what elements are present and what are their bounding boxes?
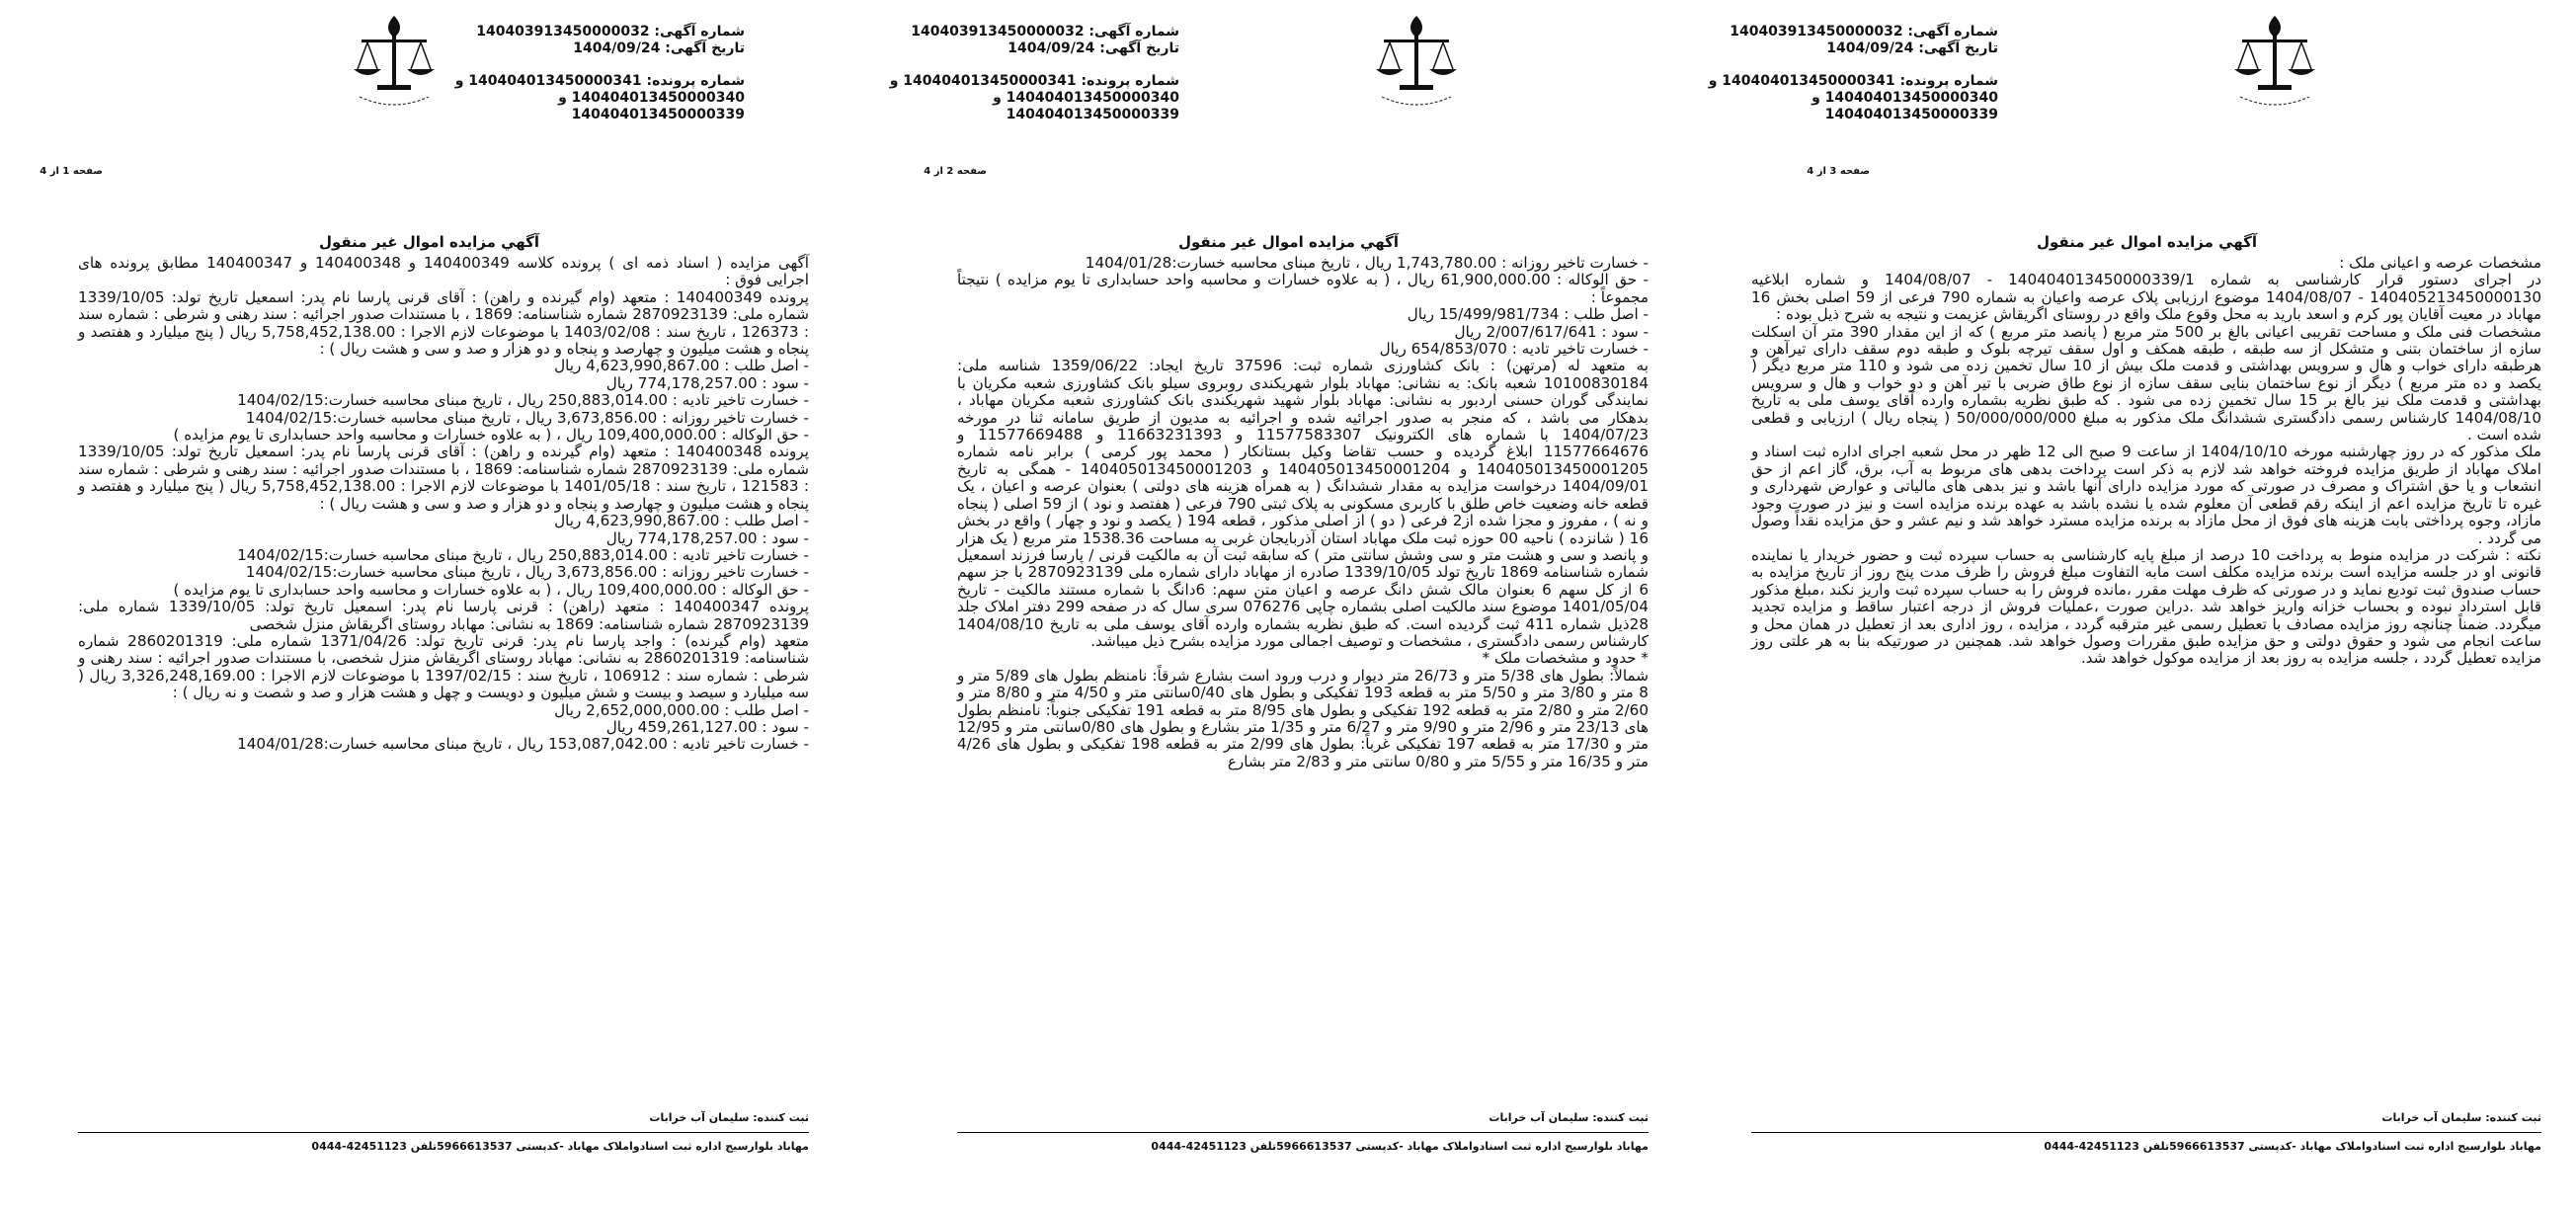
- file-number-1: شماره پرونده: 140404013450000341 و: [454, 73, 745, 89]
- paragraph: - اصل طلب : 15/499/981/734 ریال: [1407, 305, 1649, 324]
- paragraph: - اصل طلب : 4,623,990,867.00 ریال: [554, 357, 809, 375]
- file-number-3: 140404013450000339: [1824, 107, 1998, 122]
- office-address: مهاباد بلوارسیج اداره ثبت اسنادواملاک مهاباد -کدپستی 5966613537تلفن 42451123-0444: [2044, 1140, 2541, 1153]
- office-address: مهاباد بلوارسیج اداره ثبت اسنادواملاک مهاباد -کدپستی 5966613537تلفن 42451123-0444: [1151, 1140, 1649, 1153]
- judiciary-emblem-icon: [340, 10, 448, 119]
- notice-footer: [957, 1106, 1649, 1159]
- notice-footer: [78, 1106, 809, 1159]
- notice-footer: [1751, 1106, 2541, 1159]
- page-title: آگهي مزايده اموال غير منقول: [1177, 233, 1400, 251]
- notice-body: [957, 255, 1649, 770]
- notice-header: [883, 24, 1179, 123]
- paragraph: متعهد (وام گیرنده) : واجد پارسا نام پدر: قرنی تاریخ تولد: 1371/04/26 شماره ملی: 2860201319 شماره شناسنامه: 2860201319 به نشانی: مهاباد روستای اگریقاش منزل شخصی، با مستندات صدور اجرائیه : سند رهنی و شرطی : شماره سند : 106912 ، تاریخ سند : 1397/02/15 با موضوعات لازم الاجرا : 3,326,248,169.00 ریال ( سه میلیارد و سیصد و بیست و شش میلیون و دویست و چهل و هشت هزار و صد و شصت و نه ریال ) :: [78, 631, 809, 702]
- paragraph: - سود : 459,261,127.00 ریال: [605, 717, 809, 736]
- notice-page-2: [859, 0, 1718, 1213]
- page-number: صفحه 3 از 4: [1807, 166, 1870, 177]
- paragraph: - اصل طلب : 2,652,000,000.00 ریال: [554, 700, 809, 719]
- paragraph: * حدود و مشخصات ملک *: [1482, 649, 1649, 668]
- notice-number: شماره آگهی: 140403913450000032: [1730, 24, 1998, 40]
- notice-header: [1702, 24, 1998, 123]
- notice-number: شماره آگهی: 140403913450000032: [476, 24, 745, 40]
- office-address: مهاباد بلوارسیج اداره ثبت اسنادواملاک مهاباد -کدپستی 5966613537تلفن 42451123-0444: [311, 1140, 809, 1153]
- paragraph: شمالاً: بطول های 5/38 متر و 26/73 متر دیوار و درب ورود است بشارع شرقاً: نامنظم بطول های 5/89 متر و 8 متر و 3/80 متر و 5/50 متر به قطعه 193 تفکیکی و بطول های 0/40سانتی متر و 4/50 متر و 8/80 متر و 2/60 متر و 2/80 متر به قطعه 192 تفکیکی و بطول های 8/95 متر به قطعه 191 تفکیکی جنوباً: نامنظم بطول های 23/13 متر و 2/96 متر و 9/90 متر و 6/27 متر و 1/35 متر بشارع و بطول های 0/80سانتی متر و 12/95 متر و 17/30 متر به قطعه 197 تفکیکی غرباً: بطول های 2/99 متر به قطعه 198 تفکیکی و بطول های 4/26 متر و 16/35 متر و 5/55 متر و 0/80 سانتی متر و 2/83 متر بشارع: [957, 666, 1649, 770]
- page-number: صفحه 1 از 4: [40, 166, 103, 177]
- page-number: صفحه 2 از 4: [924, 166, 987, 177]
- registrar: ثبت کننده: سلیمان آب خرابات: [1489, 1111, 1649, 1124]
- file-number-2: 140404013450000340 و: [993, 90, 1179, 106]
- paragraph: ملک مذکور که در روز چهارشنبه مورخه 1404/10/10 از ساعت 9 صبح الی 12 ظهر در محل شعبه اجرای اداره ثبت اسناد و املاک مهاباد از طریق مزایده فروخته خواهد شد لازم به ذکر است پرداخت بدهی های مربوط به آب، برق، گاز اعم از حق انشعاب و یا حق اشتراک و مصرف در صورتی که مورد مزایده دارای آنها باشد و نیز بدهی های مالیاتی و عوارض شهرداری و غیره تا تاریخ مزایده اعم از اینکه رقم قطعی آن معلوم شده یا نشده باشد به عهده برنده مزایده است و نیز در صورت وجود مازاد، وجوه پرداختی بابت هزینه های فوق از محل مازاد به برنده مزایده مسترد خواهد شد و نیم عشر و حق مزایده نقداً وصول می گردد .: [1751, 443, 2541, 547]
- paragraph: پرونده 140400349 : متعهد (وام گیرنده و راهن) : آقای قرنی پارسا نام پدر: اسمعیل تاریخ تولد: 1339/10/05 شماره ملی: 2870923139 شماره شناسنامه: 1869 ، با مستندات صدور اجرائیه : سند رهنی و شرطی : شماره سند : 126373 ، تاریخ سند : 1403/02/08 با موضوعات لازم الاجرا : 5,758,452,138.00 ریال ( پنج میلیارد و هفتصد و پنجاه و هشت میلیون و چهارصد و پنجاه و دو هزار و صد و سی و هشت ریال ) :: [78, 287, 809, 359]
- notice-date: تاریخ آگهی: 1404/09/24: [1007, 40, 1179, 56]
- paragraph: - حق الوکاله : 61,900,000.00 ریال ، ( به علاوه خسارات و محاسبه واحد حسابداری تا یوم مزایده ) نتیجتاً مجموعاً :: [957, 271, 1649, 306]
- paragraph: - سود : 774,178,257.00 ریال: [605, 373, 809, 392]
- footer-divider: [957, 1132, 1649, 1133]
- file-number-3: 140404013450000339: [571, 107, 745, 122]
- paragraph: آگهی مزایده ( اسناد ذمه ای ) پرونده کلاسه 140400349 و 140400348 و 140400347 مطابق پرونده های اجرایی فوق :: [78, 254, 809, 289]
- registrar: ثبت کننده: سلیمان آب خرابات: [2381, 1111, 2541, 1124]
- paragraph: - خسارت تاخیر تادیه : 250,883,014.00 ریال ، تاریخ مبنای محاسبه خسارت:1404/02/15: [237, 545, 809, 564]
- notice-header: [448, 24, 745, 123]
- file-number-1: شماره پرونده: 140404013450000341 و: [1708, 73, 1998, 89]
- file-number-2: 140404013450000340 و: [558, 90, 745, 106]
- paragraph: به متعهد له (مرتهن) : بانک کشاورزی شماره ثبت: 37596 تاریخ ایجاد: 1359/06/22 شناسه ملی: 10100830184 شعبه بانک: به نشانی: مهاباد بلوار شهریکندی روبروی سیلو بانک کشاورزی شعبه مکریان با نمایندگی گوران حسنی اردبور به نشانی: مهاباد بلوار شهید شهریکندی بانک کشاورزی شعبه مکریان مهاباد ، بدهکار می باشد ، که منجر به صدور اجرائیه شده و اجرائیه به مدیون از طریق سامانه ثنا در مورخه 1404/07/23 با شماره های الکترونیک 11577583307 و 11663231393 و 11577669488 و 11577664676 ابلاغ گردیده و حسب تقاضا وکیل بستانکار ( محمد پور کرمی ) برابر نامه شماره 140405013450001205 و 140405013450001204 و 140405013450001203 - همگی به تاریخ 1404/09/01 درخواست مزایده به مقدار ششدانگ ( به همراه هزینه های دولتی ) بعنوان عرصه و اعیان ، یک قطعه خانه وضعیت خاص طلق با کاربری مسکونی به پلاک ثبتی 790 فرعی ( هفتصد و نود ) از 59 اصلی ( پنجاه و نه ) ، مفروز و مجزا شده از2 فرعی ( دو ) از اصلی مذکور ، قطعه 194 ( یکصد و نود و چهار ) واقع در بخش 16 ( شانزده ) ناحیه 00 حوزه ثبت ملک مهاباد استان آذربایجان غربی به مساحت 1538.36 متر مربع ( یک هزار و پانصد و سی و هشت متر و سی وشش سانتی متر ) که سابقه ثبت آن به مالکیت قرنی / پارسا فرزند اسمعیل شماره شناسنامه 1869 تاریخ تولد 1339/10/05 صادره از مهاباد دارای شماره ملی 2870923139 با جز سهم 6 از کل سهم 6 بعنوان مالک شش دانگ عرصه و اعیان متن سهم: 6دانگ با شماره مستند مالکیت - تاریخ 1401/05/04 موضوع سند مالکیت اصلی بشماره چاپی 076276 سری سال که در صفحه 299 دفتر املاک جلد 28ذیل شماره 411 ثبت گردیده است. که طبق نظریه بشماره وارده آقای یوسف ملی به تاریخ 1404/08/10 کارشناس رسمی دادگستری ، مشخصات و توصیف اجمالی مورد مزایده بشرح ذیل میباشد.: [957, 357, 1650, 650]
- paragraph: - حق الوکاله : 109,400,000.00 ریال ، ( به علاوه خسارات و محاسبه واحد حسابداری تا یوم مزایده ): [173, 426, 809, 445]
- notice-page-3: [1708, 0, 2576, 1213]
- notice-date: تاریخ آگهی: 1404/09/24: [573, 40, 745, 56]
- paragraph: - خسارت تاخیر روزانه : 3,673,856.00 ریال ، تاریخ مبنای محاسبه خسارت:1404/02/15: [245, 563, 809, 582]
- paragraph: پرونده 140400348 : متعهد (وام گیرنده و راهن) : آقای قرنی پارسا نام پدر: اسمعیل تاریخ تولد: 1339/10/05 شماره ملی: 2870923139 شماره شناسنامه: 1869 ، با مستندات صدور اجرائیه : سند رهنی و شرطی : شماره سند : 121583 ، تاریخ سند : 1401/05/18 با موضوعات لازم الاجرا : 5,758,452,138.00 ریال ( پنج میلیارد و هفتصد و پنجاه و هشت میلیون و چهارصد و پنجاه و دو هزار و صد و سی و هشت ریال ) :: [78, 443, 809, 513]
- paragraph: - خسارت تاخیر روزانه : 1,743,780.00 ریال ، تاریخ مبنای محاسبه خسارت:1404/01/28: [1085, 254, 1649, 272]
- notice-body: [1751, 255, 2541, 668]
- paragraph: نکته : شرکت در مزایده منوط به پرداخت 10 درصد از مبلغ پایه کارشناسی به حساب سپرده ثبت و حضور خریدار یا نماینده قانونی او در جلسه مزایده است برنده مزایده مکلف است مابه التفاوت مبلغ فروش را ظرف مدت پنج روز از تاریخ مزایده به حساب صندوق ثبت تودیع نماید و در صورتی که ظرف مهلت مقرر ،مانده فروش را به حساب سپرده ثبت واریز نکند ،مبلغ مذکور قابل استرداد نبوده و بحساب خزانه واریز خواهد شد .دراین صورت ،عملیات فروش از درجه اعتبار ساقط و مزایده تجدید میگردد. ضمناً چنانچه روز مزایده مصادف با تعطیل رسمی غیر مترقبه گردد ، مزایده ، روز اداری بعد از تعطیل در همان محل و ساعت انجام می شود و حقوق دولتی و حق مزایده طبق مقررات وصول خواهد شد. همچنین در صورتیکه بنا به هر علتی روز مزایده تعطیل گردد ، جلسه مزایده به روز بعد از مزایده موکول خواهد شد.: [1751, 545, 2542, 668]
- footer-divider: [1751, 1132, 2541, 1133]
- notice-date: تاریخ آگهی: 1404/09/24: [1826, 40, 1998, 56]
- page-title: آگهي مزايده اموال غير منقول: [318, 233, 540, 251]
- file-number-1: شماره پرونده: 140404013450000341 و: [889, 73, 1179, 89]
- paragraph: مشخصات عرصه و اعیانی ملک :: [2339, 254, 2541, 272]
- file-number-2: 140404013450000340 و: [1811, 90, 1998, 106]
- judiciary-emblem-icon: [2220, 10, 2329, 119]
- paragraph: - سود : 774,178,257.00 ریال: [605, 528, 809, 547]
- footer-divider: [78, 1132, 809, 1133]
- judiciary-emblem-icon: [1362, 10, 1471, 119]
- paragraph: - خسارت تاخیر تادیه : 654/853/070 ریال: [1379, 340, 1649, 359]
- page-title: آگهي مزايده اموال غير منقول: [2036, 233, 2258, 251]
- paragraph: مشخصات فنی ملک و مساحت تقریبی اعیانی بالغ بر 500 متر مربع ( پانصد متر مربع ) که از این مقدار 390 متر آن اسکلت سازه از ساختمان بتنی و متشکل از سه طبقه ، طبقه همکف و اول سقف تیرچه بلوک و طبقه دوم سقف دارای تیرآهن و هرطبقه دارای خواب و هال و سرویس بهداشتی و قدمت ملک بیش از 10 سال تخمین زده می شود و 110 متر مربع دیگر ( یکصد و ده متر مربع ) دیگر از نوع ساختمان بنایی سقف سازه از نوع طاق ضربی با تیر آهن و دو خواب و هال و سرویس بهداشتی و قدمت ملک نیز بالغ بر 15 سال تخمین زده می شود . که طبق نظریه بشماره وارده آقای یوسف ملی به تاریخ 1404/08/10 کارشناس رسمی دادگستری ششدانگ ملک مذکور به مبلغ 50/000/000/000 ( پنجاه ریال ) ارزیابی و قطعی شده است .: [1751, 322, 2542, 445]
- paragraph: در اجرای دستور قرار کارشناسی به شماره 140404013450000339/1 - 1404/08/07 و شماره ابلاغیه 140405213450000130 - 1404/08/07 موضوع ارزیابی پلاک عرصه واعیان به شماره 790 فرعی از 59 اصلی بخش 16 مهاباد در معیت آقایان پور کرم و اسعد بارید به محل وقوع ملک واقع در روستای اگریقاش عزیمت و نتیجه به شرح ذیل بوده :: [1751, 271, 2541, 324]
- notice-page-1: [0, 0, 858, 1213]
- paragraph: - سود : 2/007/617/641 ریال: [1454, 322, 1649, 341]
- paragraph: - خسارت تاخیر تادیه : 153,087,042.00 ریال ، تاریخ مبنای محاسبه خسارت:1404/01/28: [237, 735, 809, 754]
- registrar: ثبت کننده: سلیمان آب خرابات: [649, 1111, 809, 1124]
- paragraph: - خسارت تاخیر روزانه : 3,673,856.00 ریال ، تاریخ مبنای محاسبه خسارت:1404/02/15: [245, 408, 809, 427]
- paragraph: - خسارت تاخیر تادیه : 250,883,014.00 ریال ، تاریخ مبنای محاسبه خسارت:1404/02/15: [237, 391, 809, 410]
- paragraph: - حق الوکاله : 109,400,000.00 ریال ، ( به علاوه خسارات و محاسبه واحد حسابداری تا یوم مزایده ): [173, 580, 809, 599]
- file-number-3: 140404013450000339: [1006, 107, 1179, 122]
- notice-body: [78, 255, 809, 754]
- paragraph: پرونده 140400347 : متعهد (راهن) : قرنی پارسا نام پدر: اسمعیل تاریخ تولد: 1339/10/05 شماره ملی: 2870923139 شماره شناسنامه: 1869 به نشانی: مهاباد روستای اگریقاش منزل شخصی: [78, 598, 809, 633]
- paragraph: - اصل طلب : 4,623,990,867.00 ریال: [554, 512, 809, 530]
- notice-number: شماره آگهی: 140403913450000032: [911, 24, 1179, 40]
